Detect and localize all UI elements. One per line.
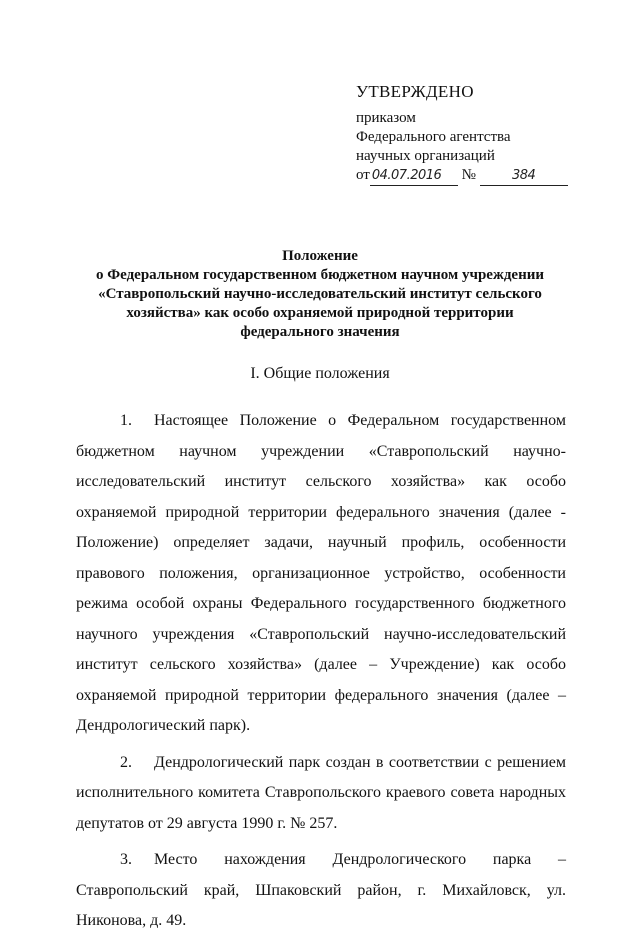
paragraph-text: Настоящее Положение о Федеральном государственном бюджетном научном учреждении «Ставропольский научно-исследовательский институт сельского хозяйства» как особо охраняемой природной территории федерального значения (далее - Положение) определяет задачи, научный профиль, особенности правового положения, организационное устройство, особенности режима особой охраны Федерального государственного бюджетного научного учреждения «Ставропольский научно-исследовательский институт сельского хозяйства» (далее – Учреждение) как особо охраняемой природной территории федерального значения (далее – Дендрологический парк).	[76, 412, 566, 734]
approval-sign-line	[356, 166, 568, 186]
document-body	[76, 406, 566, 943]
document-heading	[70, 247, 570, 342]
paragraph-number: 3.	[120, 851, 132, 868]
approval-line-3: научных организаций	[356, 148, 495, 164]
from-label: от	[356, 167, 370, 183]
paragraph-text: Дендрологический парк создан в соответствии с решением исполнительного комитета Ставропольского краевого совета народных депутатов от 29 августа 1990 г. № 257.	[76, 753, 566, 832]
paragraph-3	[76, 845, 566, 937]
paragraph-2	[76, 748, 566, 840]
approval-title: УТВЕРЖДЕНО	[356, 82, 474, 101]
heading-line-5: федерального значения	[240, 324, 400, 340]
handwritten-date: 04.07.2016	[370, 166, 458, 186]
heading-line-2: о Федеральном государственном бюджетном научном учреждении	[95, 267, 544, 283]
handwritten-number: 384	[480, 166, 568, 186]
number-label: №	[461, 167, 476, 183]
heading-line-4: хозяйства» как особо охраняемой природной территории	[126, 305, 514, 321]
heading-line-1: Положение	[282, 248, 358, 264]
paragraph-number: 1.	[120, 412, 132, 429]
approval-line-1: приказом	[356, 110, 416, 126]
paragraph-number: 2.	[120, 753, 132, 771]
section-title: I. Общие положения	[250, 365, 390, 382]
paragraph-text: Место нахождения Дендрологического парка – Ставропольский край, Шпаковский район, г. Михайловск, ул. Никонова, д. 49.	[76, 851, 566, 929]
approval-line-2: Федерального агентства	[356, 129, 511, 145]
paragraph-1	[76, 406, 566, 742]
heading-line-3: «Ставропольский научно-исследовательский институт сельского	[98, 286, 542, 302]
approval-block	[356, 82, 568, 186]
